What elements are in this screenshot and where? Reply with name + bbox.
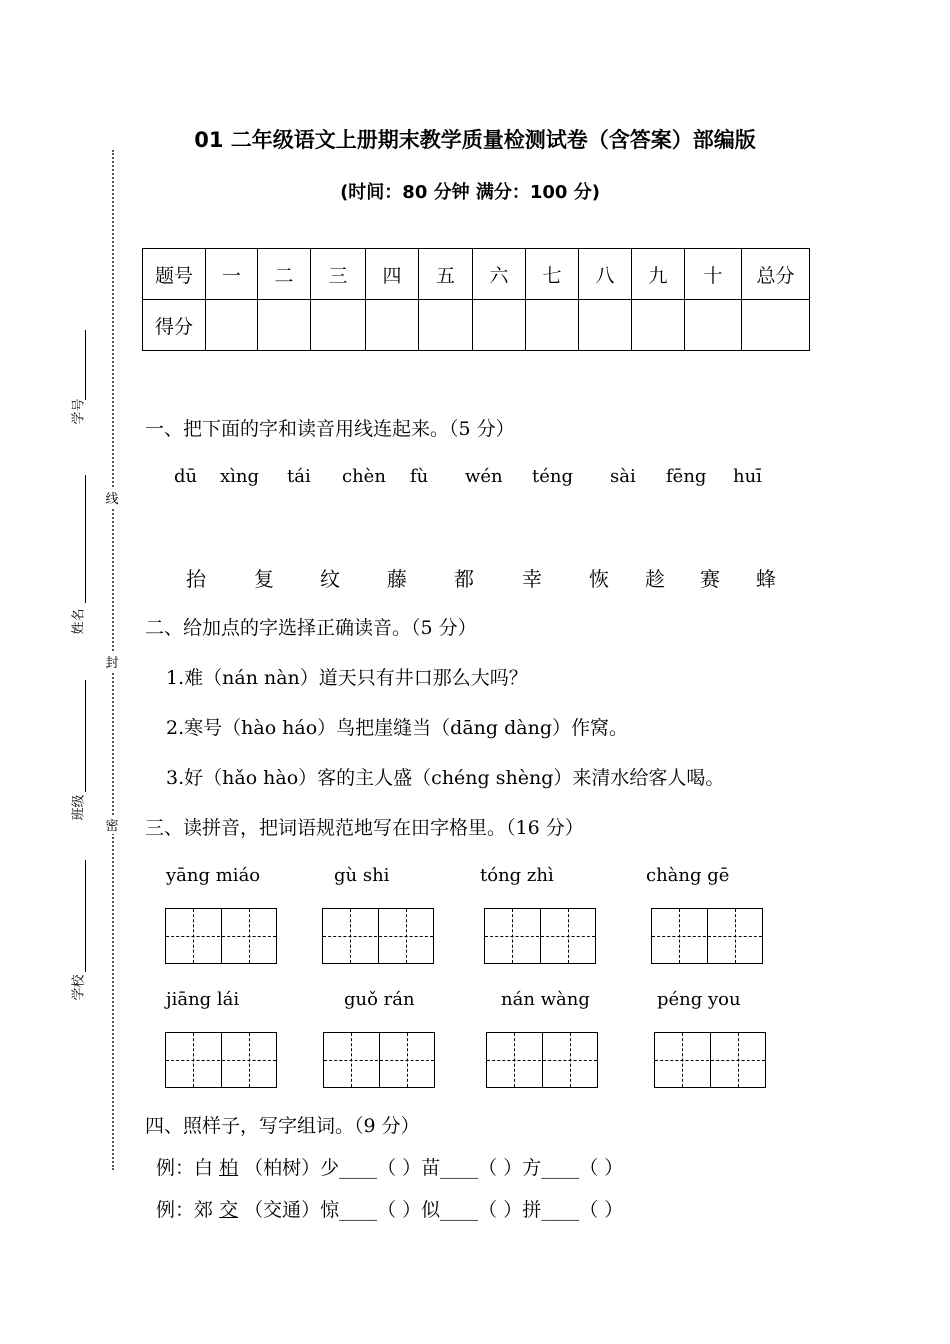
q3-pinyin: guǒ rán xyxy=(344,989,415,1010)
score-input-cell[interactable] xyxy=(742,300,810,351)
score-input-cell[interactable] xyxy=(685,300,742,351)
q1-char: 幸 xyxy=(522,567,542,591)
q1-pinyin: fēng xyxy=(666,466,707,487)
q3-pinyin: jiāng lái xyxy=(166,989,240,1010)
score-cell: 二 xyxy=(258,249,311,300)
score-cell: 七 xyxy=(526,249,579,300)
score-input-cell[interactable] xyxy=(366,300,419,351)
q1-pinyin: sài xyxy=(610,466,636,487)
tianzige-box[interactable] xyxy=(165,908,277,964)
q1-pinyin: wén xyxy=(465,466,503,487)
tianzige-box[interactable] xyxy=(322,908,434,964)
tianzige-box[interactable] xyxy=(165,1032,277,1088)
seal-char-mi: 密 xyxy=(104,815,120,834)
school-line xyxy=(85,860,86,972)
q1-char: 恢 xyxy=(589,567,609,591)
q1-char: 趁 xyxy=(645,567,665,591)
seal-char-xian: 线 xyxy=(104,488,120,507)
q1-char: 蜂 xyxy=(756,567,776,591)
score-cell: 题号 xyxy=(143,249,206,300)
q1-heading: 一、把下面的字和读音用线连起来。（5 分） xyxy=(145,418,515,440)
seal-char-feng: 封 xyxy=(104,652,120,671)
q1-pinyin: tái xyxy=(287,466,311,487)
score-input-cell[interactable] xyxy=(206,300,258,351)
q4-ex1-rest[interactable]: （柏树）少____（ ）苗____（ ）方____（ ） xyxy=(244,1157,624,1179)
q1-char: 复 xyxy=(254,567,274,591)
q1-pinyin: chèn xyxy=(342,466,386,487)
score-input-cell[interactable] xyxy=(311,300,366,351)
score-input-cell[interactable] xyxy=(419,300,473,351)
q3-heading: 三、读拼音，把词语规范地写在田字格里。（16 分） xyxy=(145,817,584,839)
q1-char: 抬 xyxy=(186,567,206,591)
class-label: 班级 xyxy=(71,794,87,821)
q1-pinyin: xìng xyxy=(220,466,260,487)
score-input-cell[interactable] xyxy=(632,300,685,351)
name-line xyxy=(85,475,86,603)
q2-item: 3.好（hǎo hào）客的主人盛（chéng shèng）来清水给客人喝。 xyxy=(166,767,725,789)
score-input-cell[interactable] xyxy=(258,300,311,351)
student-id-line xyxy=(85,330,86,400)
score-table-score-row xyxy=(143,300,810,351)
q3-pinyin: nán wàng xyxy=(501,989,590,1010)
q1-char: 纹 xyxy=(320,567,340,591)
score-cell: 六 xyxy=(473,249,526,300)
tianzige-box[interactable] xyxy=(654,1032,766,1088)
score-cell: 四 xyxy=(366,249,419,300)
q3-pinyin: yāng miáo xyxy=(166,865,261,886)
score-cell: 九 xyxy=(632,249,685,300)
score-table-header-row xyxy=(143,249,810,300)
q3-pinyin: péng you xyxy=(657,989,741,1010)
school-label: 学校 xyxy=(71,974,87,1001)
page-title: 01 二年级语文上册期末教学质量检测试卷（含答案）部编版 xyxy=(194,128,756,152)
q4-ex1-answer: 柏 xyxy=(219,1157,239,1179)
q1-pinyin: dū xyxy=(174,466,198,487)
q4-ex1-prefix: 例：白 xyxy=(156,1157,214,1179)
q4-heading: 四、照样子，写字组词。（9 分） xyxy=(145,1115,420,1137)
score-input-cell[interactable] xyxy=(579,300,632,351)
q4-ex2-answer: 交 xyxy=(219,1199,239,1221)
score-cell: 总分 xyxy=(742,249,810,300)
page-subtitle: (时间：80 分钟 满分：100 分) xyxy=(340,182,600,203)
q1-char: 藤 xyxy=(387,567,407,591)
score-row-label: 得分 xyxy=(143,300,206,351)
class-line xyxy=(85,680,86,792)
score-cell: 五 xyxy=(419,249,473,300)
score-input-cell[interactable] xyxy=(526,300,579,351)
q1-char: 赛 xyxy=(700,567,720,591)
q1-char: 都 xyxy=(454,567,474,591)
name-label: 姓名 xyxy=(71,608,87,635)
student-id-label: 学号 xyxy=(71,398,87,425)
q3-pinyin: tóng zhì xyxy=(480,865,554,886)
score-input-cell[interactable] xyxy=(473,300,526,351)
q4-ex2-rest[interactable]: （交通）惊____（ ）似____（ ）拼____（ ） xyxy=(244,1199,624,1221)
score-cell: 一 xyxy=(206,249,258,300)
score-cell: 三 xyxy=(311,249,366,300)
tianzige-box[interactable] xyxy=(323,1032,435,1088)
tianzige-box[interactable] xyxy=(486,1032,598,1088)
q2-item: 2.寒号（hào háo）鸟把崖缝当（dāng dàng）作窝。 xyxy=(166,717,628,739)
q4-ex2-prefix: 例：郊 xyxy=(156,1199,214,1221)
q4-example-2 xyxy=(156,1195,623,1222)
q3-pinyin: chàng gē xyxy=(646,865,730,886)
q1-pinyin: huī xyxy=(733,466,762,487)
q3-pinyin: gù shi xyxy=(334,865,390,886)
tianzige-box[interactable] xyxy=(651,908,763,964)
tianzige-box[interactable] xyxy=(484,908,596,964)
q2-heading: 二、给加点的字选择正确读音。（5 分） xyxy=(145,617,477,639)
score-cell: 十 xyxy=(685,249,742,300)
q4-example-1 xyxy=(156,1153,623,1180)
score-table xyxy=(142,248,810,351)
q1-pinyin: fù xyxy=(410,466,429,487)
score-cell: 八 xyxy=(579,249,632,300)
q1-pinyin: téng xyxy=(532,466,574,487)
q2-item: 1.难（nán nàn）道天只有井口那么大吗？ xyxy=(166,667,528,689)
